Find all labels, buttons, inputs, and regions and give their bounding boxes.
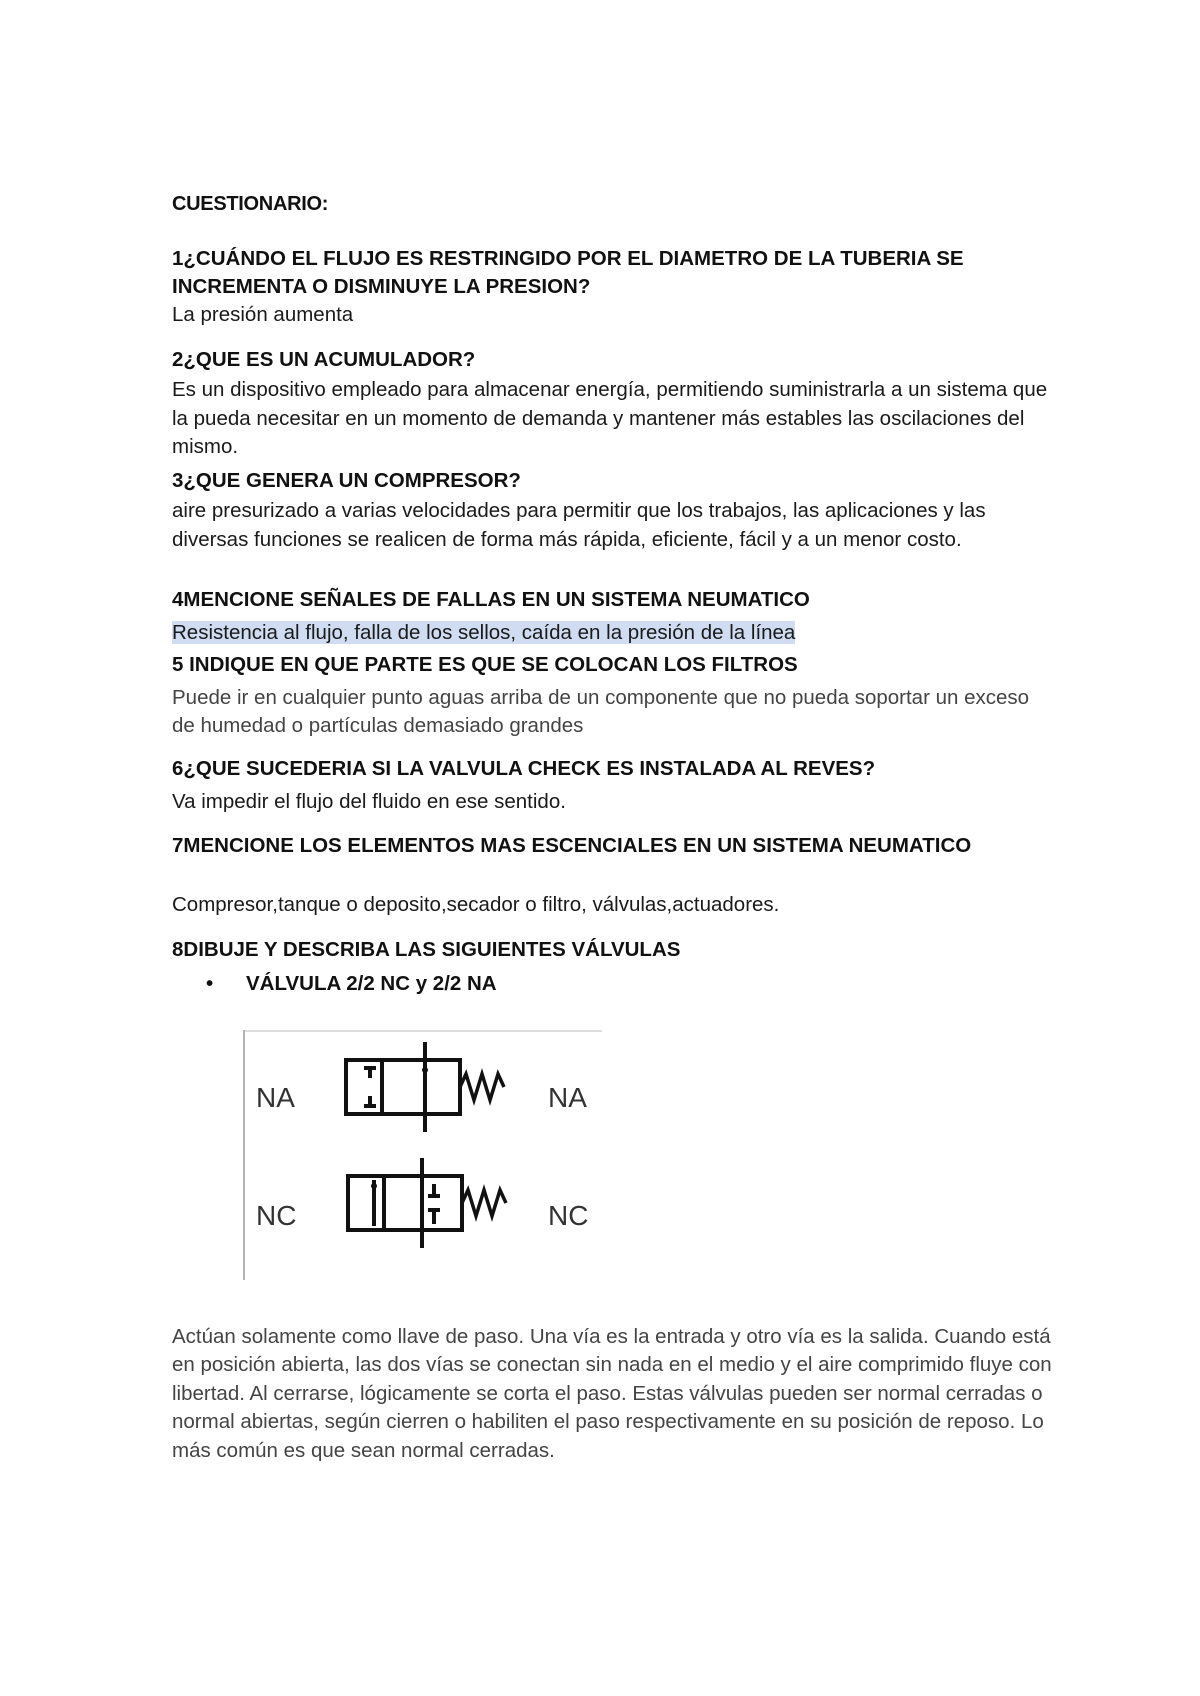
valve-na-body: [346, 1060, 460, 1114]
valve-nc-symbol: [348, 1158, 506, 1248]
valve-nc-spring: [462, 1190, 506, 1216]
question-2: 2¿QUE ES UN ACUMULADOR?: [172, 348, 476, 371]
nc-left-label: NC: [256, 1200, 297, 1231]
na-left-label: NA: [256, 1082, 295, 1113]
answer-4: [172, 619, 1052, 648]
question-8: 8DIBUJE Y DESCRIBA LAS SIGUIENTES VÁLVULAS: [172, 938, 681, 961]
document-title: CUESTIONARIO:: [172, 193, 329, 215]
valve-nc-body: [348, 1176, 462, 1230]
nc-right-label: NC: [548, 1200, 589, 1231]
valve-na-symbol: [346, 1042, 504, 1132]
answer-3: aire presurizado a varias velocidades para permitir que los trabajos, las aplicaciones y las diversas funciones se realicen de forma más rápida, eficiente, fácil y a un menor costo.: [172, 499, 986, 551]
question-6: 6¿QUE SUCEDERIA SI LA VALVULA CHECK ES INSTALADA AL REVES?: [172, 757, 876, 780]
answer-2: Es un dispositivo empleado para almacenar energía, permitiendo suministrarla a un sistema que la pueda necesitar en un momento de demanda y mantener más estables las oscilaciones del mismo.: [172, 378, 1048, 459]
bullet-text: VÁLVULA 2/2 NC y 2/2 NA: [246, 972, 497, 995]
valve-diagram-svg: [242, 1030, 602, 1280]
question-3: 3¿QUE GENERA UN COMPRESOR?: [172, 469, 521, 492]
na-right-label: NA: [548, 1082, 587, 1113]
valve-na-dot: [422, 1067, 428, 1073]
answer-5: Puede ir en cualquier punto aguas arriba de un componente que no pueda soportar un exceso de humedad o partículas demasiado grandes: [172, 686, 1030, 738]
answer-7: Compresor,tanque o deposito,secador o filtro, válvulas,actuadores.: [172, 893, 780, 916]
question-4: 4MENCIONE SEÑALES DE FALLAS EN UN SISTEMA NEUMATICO: [172, 588, 810, 611]
answer-6: Va impedir el flujo del fluido en ese sentido.: [172, 790, 566, 813]
valve-nc-dot: [371, 1183, 377, 1189]
question-5: 5 INDIQUE EN QUE PARTE ES QUE SE COLOCAN LOS FILTROS: [172, 653, 798, 676]
question-1: 1¿CUÁNDO EL FLUJO ES RESTRINGIDO POR EL DIAMETRO DE LA TUBERIA SE INCREMENTA O DISMINUYE LA PRESION?: [172, 247, 964, 298]
answer-8: Actúan solamente como llave de paso. Una vía es la entrada y otro vía es la salida. Cuando está en posición abierta, las dos vías se conectan sin nada en el medio y el aire comprimido fluye con libertad. Al cerrarse, lógicamente se corta el paso. Estas válvulas pueden ser normal cerradas o normal abiertas, según cierren o habiliten el paso respectivamente en su posición de reposo. Lo más común es que sean normal cerradas.: [172, 1325, 1052, 1462]
answer-1: La presión aumenta: [172, 303, 354, 326]
question-7: 7MENCIONE LOS ELEMENTOS MAS ESCENCIALES EN UN SISTEMA NEUMATICO: [172, 834, 972, 857]
bullet-dot: •: [206, 972, 214, 995]
answer-4-highlight: Resistencia al flujo, falla de los sellos, caída en la presión de la línea: [172, 621, 796, 644]
valve-na-spring: [460, 1074, 504, 1100]
valve-diagram: [242, 1030, 602, 1280]
bullet-item: [206, 970, 1086, 998]
